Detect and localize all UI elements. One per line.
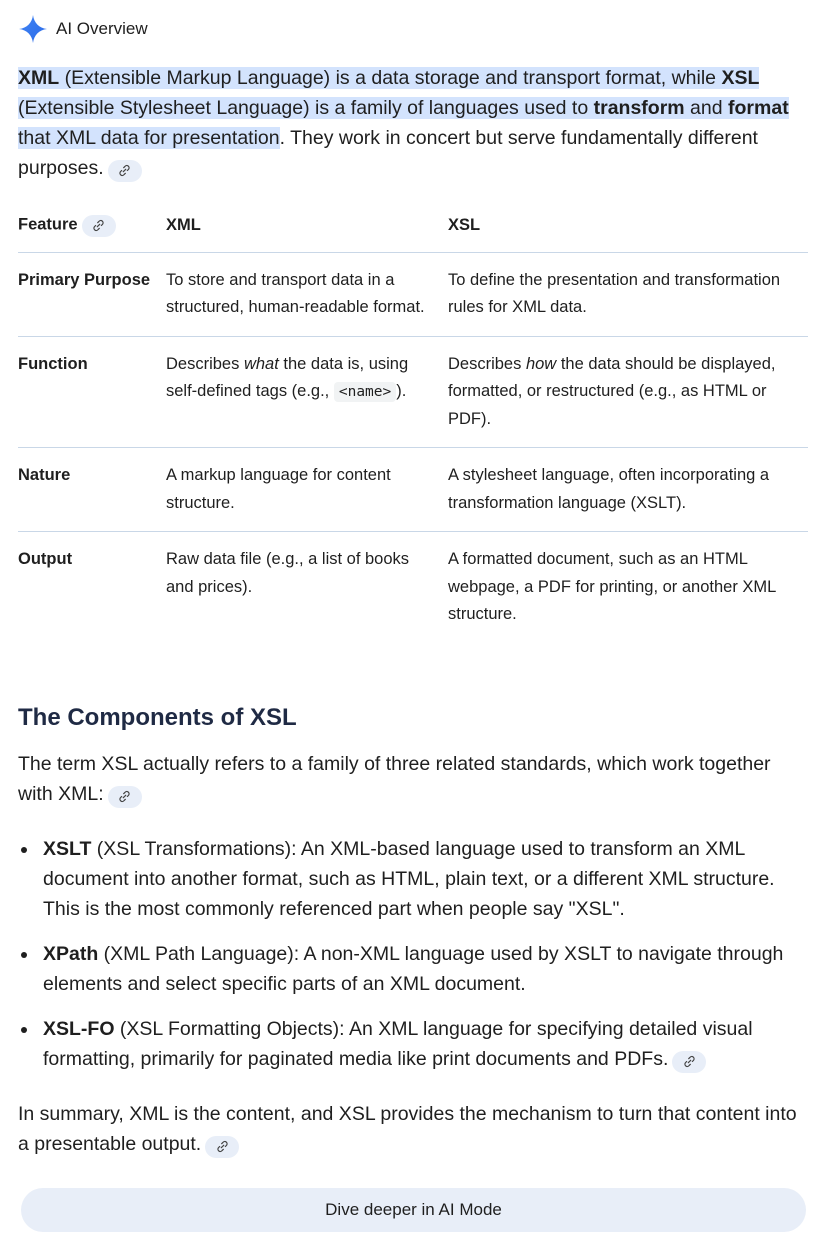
- ai-overview-header: [18, 14, 148, 44]
- row-xml-cell: A markup language for content structure.: [166, 448, 448, 532]
- list-item: XPath (XML Path Language): A non-XML language used by XSLT to navigate through elements and select specific parts of an XML document.: [18, 939, 808, 999]
- summary-paragraph: In summary, XML is the content, and XSL provides the mechanism to turn that content into a presentable output.: [18, 1099, 808, 1159]
- bullet-icon: [21, 1027, 27, 1033]
- column-header-feature: Feature: [18, 200, 166, 252]
- table-row: [18, 252, 808, 336]
- source-link-icon[interactable]: [108, 786, 142, 808]
- bullet-icon: [21, 952, 27, 958]
- list-item: XSLT (XSL Transformations): An XML-based language used to transform an XML document into another format, such as HTML, plain text, or a different XML structure. This is the most commonly referenced part when people say "XSL".: [18, 834, 808, 924]
- sparkle-icon: [18, 14, 48, 44]
- row-feature: Nature: [18, 448, 166, 532]
- intro-paragraph: XML (Extensible Markup Language) is a data storage and transport format, while XSL (Extensible Stylesheet Language) is a family of languages used to transform and format that XML data for presentation. They work in concert but serve fundamentally different purposes.: [18, 63, 808, 183]
- list-item: XSL-FO (XSL Formatting Objects): An XML language for specifying detailed visual formatting, primarily for paginated media like print documents and PDFs.: [18, 1014, 808, 1074]
- source-link-icon[interactable]: [108, 160, 142, 182]
- comparison-table: [18, 200, 808, 643]
- row-xsl-cell: Describes how the data should be displayed, formatted, or restructured (e.g., as HTML or PDF).: [448, 336, 808, 448]
- row-xml-cell: Describes what the data is, using self-defined tags (e.g., <name> ).: [166, 336, 448, 448]
- source-link-icon[interactable]: [82, 215, 116, 237]
- source-link-icon[interactable]: [205, 1136, 239, 1158]
- column-header-xsl: XSL: [448, 216, 481, 235]
- table-header-row: [18, 200, 808, 252]
- table-row: [18, 336, 808, 448]
- row-xsl-cell: A stylesheet language, often incorporating a transformation language (XSLT).: [448, 448, 808, 532]
- components-list: [18, 834, 808, 1089]
- row-xsl-cell: To define the presentation and transformation rules for XML data.: [448, 252, 808, 336]
- section-heading: The Components of XSL: [18, 704, 297, 731]
- column-header-xml: XML: [166, 216, 201, 235]
- row-feature: Primary Purpose: [18, 252, 166, 336]
- row-xml-cell: Raw data file (e.g., a list of books and prices).: [166, 532, 448, 643]
- table-row: [18, 532, 808, 643]
- row-feature: Function: [18, 336, 166, 448]
- row-xml-cell: To store and transport data in a structured, human-readable format.: [166, 252, 448, 336]
- components-intro: The term XSL actually refers to a family of three related standards, which work together with XML:: [18, 749, 808, 809]
- ai-overview-title: AI Overview: [56, 19, 148, 38]
- dive-deeper-button[interactable]: Dive deeper in AI Mode: [21, 1188, 806, 1232]
- code-tag: <name>: [334, 382, 396, 402]
- row-feature: Output: [18, 532, 166, 643]
- bullet-icon: [21, 847, 27, 853]
- source-link-icon[interactable]: [672, 1051, 706, 1073]
- row-xsl-cell: A formatted document, such as an HTML webpage, a PDF for printing, or another XML structure.: [448, 532, 808, 643]
- table-row: [18, 448, 808, 532]
